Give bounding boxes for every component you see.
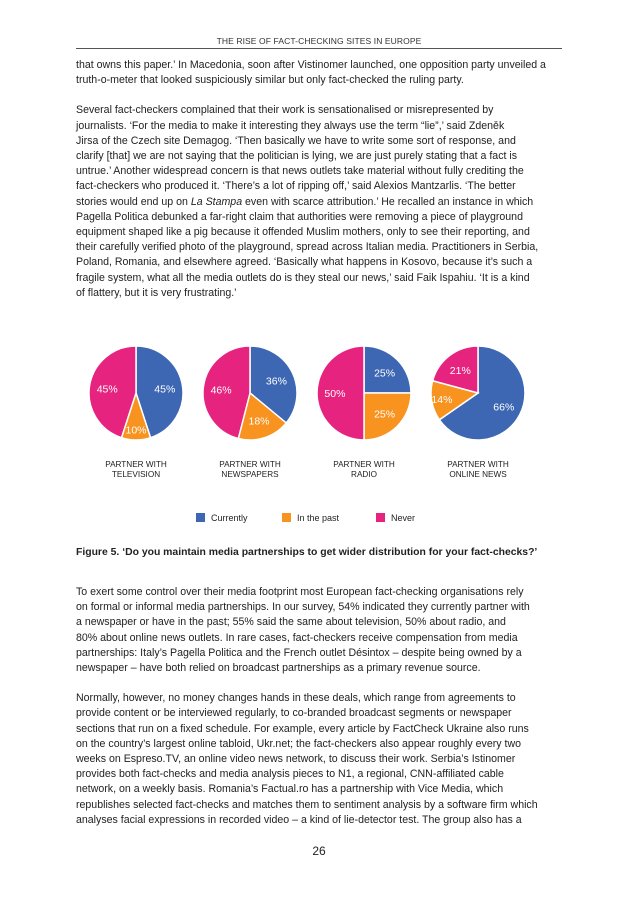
pie-value-label: 14% [431, 394, 453, 407]
legend-label: In the past [297, 513, 340, 523]
pie-category-label: PARTNER WITH [219, 460, 281, 469]
pie-value-label: 10% [125, 424, 147, 437]
pie-category-label: PARTNER WITH [447, 460, 509, 469]
header-divider [76, 48, 562, 49]
pie-category-label: ONLINE NEWS [449, 470, 507, 479]
text-line: 80% about online news outlets. In rare cases, fact-checkers receive compensation from media [76, 631, 518, 644]
pie-charts-figure [76, 336, 562, 536]
paragraph [76, 103, 574, 301]
legend-swatch [282, 513, 291, 522]
legend-label: Never [391, 513, 416, 523]
pie-value-label: 25% [374, 367, 396, 380]
paragraph [76, 585, 574, 676]
text-line: fact-checkers who produced it. ‘There’s a lot of ripping off,’ said Alexios Mantzarlis. ‘The better [76, 180, 516, 193]
text-line: To exert some control over their media footprint most European fact-checking organisations rely [76, 586, 524, 598]
pie-category-label: NEWSPAPERS [221, 470, 279, 479]
legend-item [376, 513, 415, 523]
pie-chart [89, 346, 183, 479]
text-line: on formal or informal media partnerships. In our survey, 54% indicated they currently partner with [76, 601, 530, 614]
text-line: Several fact-checkers complained that their work is sensationalised or misrepresented by [76, 104, 494, 117]
text-line: partnerships: Italy’s Pagella Politica and the French outlet Désintox – despite being owned by a [76, 646, 522, 659]
text-line: that owns this paper.’ In Macedonia, soon after Vistinomer launched, one opposition party unveiled a [76, 59, 546, 71]
body-text-bottom [76, 585, 574, 843]
figure-caption: Figure 5. ‘Do you maintain media partnerships to get wider distribution for your fact-checks?’ [76, 547, 538, 558]
pie-value-label: 45% [96, 383, 118, 396]
text-line: untrue.’ Another widespread concern is that news outlets take material without fully crediting the [76, 165, 524, 178]
pie-value-label: 21% [449, 364, 471, 377]
text-fragment: even with scarce attribution.’ He recalled an instance in which [242, 195, 534, 208]
text-line: network, on a weekly basis. Romania’s Factual.ro has a partnership with Vice Media, which [76, 783, 504, 796]
pie-value-label: 50% [324, 388, 346, 400]
text-line: of flattery, but it is very frustrating.’ [76, 286, 237, 299]
text-line: truth-o-meter that looked suspiciously similar but only fact-checked the ruling party. [76, 74, 464, 87]
pie-value-label: 36% [265, 375, 287, 388]
text-fragment: stories would end up on [76, 195, 191, 208]
publication-name: La Stampa [190, 195, 243, 208]
text-line: journalists. ‘For the media to make it interesting they always use the term “lie”,’ said Zdeněk [76, 119, 505, 132]
pie-category-label: PARTNER WITH [105, 460, 167, 469]
pie-value-label: 45% [154, 383, 176, 396]
pie-value-label: 46% [210, 384, 232, 397]
text-line: clarify [that] we are not saying that the politician is lying, we are just purely stating that a fact is [76, 150, 518, 163]
legend-swatch [196, 513, 205, 522]
text-line: their carefully verified photo of the playground, spread across Italian media. Practitioners in Serbia, [76, 241, 539, 254]
pie-category-label: RADIO [351, 470, 377, 479]
text-line: equipment shaped like a pig because it offended Muslim mothers, only to see their reporting, and [76, 226, 530, 239]
text-line: Pagella Politica debunked a far-right claim that authorities were removing a piece of playground [76, 210, 523, 223]
pie-value-label: 66% [493, 401, 515, 414]
paragraph [76, 691, 574, 828]
pie-chart [203, 346, 297, 479]
legend-swatch [376, 513, 385, 522]
text-line: fragile system, what all the media outlets do is they steal our news,’ said Faik Ispahiu. ‘It is a kind [76, 271, 530, 284]
chart-legend [196, 513, 415, 523]
text-line: a newspaper or have in the past; 55% said the same about television, 50% about radio, and [76, 616, 506, 629]
pie-value-label: 18% [248, 415, 270, 428]
pie-value-label: 25% [374, 408, 396, 421]
pie-category-label: PARTNER WITH [333, 460, 395, 469]
text-line: republishes selected fact-checks and matches them to sentiment analysis by a software firm which [76, 798, 538, 811]
legend-item [196, 513, 248, 523]
legend-label: Currently [211, 513, 248, 523]
text-line: provide content or be interviewed regularly, to co-branded broadcast segments or newspaper [76, 707, 512, 720]
body-text-top [76, 58, 574, 316]
text-line: sections that run on a fixed schedule. For example, every article by FactCheck Ukraine also runs [76, 722, 529, 735]
text-line: newspaper – have both relied on broadcast partnerships as a primary revenue source. [76, 662, 481, 675]
page-header [0, 0, 638, 50]
pie-chart [431, 346, 525, 479]
pie-category-label: TELEVISION [111, 470, 161, 479]
text-line: Poland, Romania, and elsewhere agreed. ‘Basically what happens in Kosovo, because it’s such a [76, 256, 533, 269]
legend-item [282, 513, 340, 523]
text-line: Jirsa of the Czech site Demagog. ‘Then basically we have to write some sort of response, and [76, 134, 516, 147]
text-line: Normally, however, no money changes hands in these deals, which range from agreements to [76, 692, 516, 705]
page-number: 26 [312, 844, 326, 858]
pie-chart [317, 346, 411, 479]
text-line [76, 195, 574, 210]
text-line: provides both fact-checks and media analysis pieces to N1, a regional, CNN-affiliated cable [76, 768, 504, 781]
text-line: analyses facial expressions in recorded video – a kind of lie-detector test. The group also has a [76, 813, 522, 826]
text-line: weeks on Espreso.TV, an online video news network, to discuss their work. Serbia’s Istinomer [76, 753, 516, 766]
running-header-title: THE RISE OF FACT-CHECKING SITES IN EUROPE [216, 36, 422, 46]
text-line: on the country’s largest online tabloid, Ukr.net; the fact-checkers also appear roughly every two [76, 737, 521, 750]
paragraph [76, 58, 574, 88]
